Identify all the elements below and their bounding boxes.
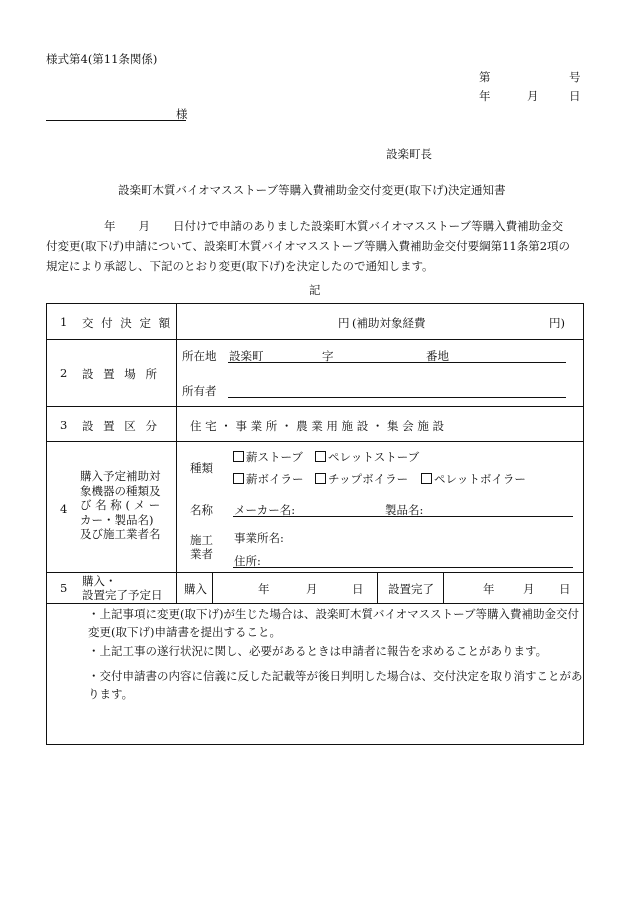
body-line-1: 年 月 日付けで申請のありました設楽町木質バイオマスストーブ等購入費補助金交 xyxy=(104,219,564,233)
location-label: 所在地 xyxy=(182,349,217,363)
contractor-label-line: 業者 xyxy=(190,547,213,561)
install-label: 設置完了 xyxy=(388,582,434,596)
row-divider xyxy=(46,572,584,573)
option-pellet-boiler[interactable] xyxy=(421,471,526,487)
row4-label-line: 及び施工業者名 xyxy=(80,527,161,541)
note-2: ・上記工事の遂行状況に関し、必要があるときは申請者に報告を求めることがあります。 xyxy=(88,644,548,658)
owner-field xyxy=(228,383,566,398)
location-banchi: 番地 xyxy=(426,349,449,363)
contractor-label xyxy=(190,533,213,561)
row5-label xyxy=(82,574,163,602)
row1-yen-close: 円) xyxy=(549,316,565,330)
option-label: ペレットボイラー xyxy=(434,472,526,486)
ki-heading: 記 xyxy=(309,283,321,297)
row4-label xyxy=(80,469,172,542)
option-pellet-stove[interactable] xyxy=(315,449,419,465)
form-number: 様式第4(第11条関係) xyxy=(46,52,158,66)
checkbox-icon[interactable] xyxy=(421,473,432,484)
date-day: 日 xyxy=(569,89,581,103)
row5-number: 5 xyxy=(60,581,68,595)
name-label: 名称 xyxy=(190,503,213,517)
address-label: 住所: xyxy=(234,554,261,568)
row4-label-line: 購入予定補助対 xyxy=(80,469,161,483)
option-label: チップボイラー xyxy=(328,472,409,486)
row4-label-line: び 名 称 ( メ ー xyxy=(80,498,161,512)
install-month: 月 xyxy=(523,582,535,596)
contractor-label-line: 施工 xyxy=(190,533,213,547)
option-chip-boiler[interactable] xyxy=(315,471,408,487)
option-label: 薪ストーブ xyxy=(246,450,303,464)
product-label: 製品名: xyxy=(385,503,424,517)
install-year: 年 xyxy=(483,582,495,596)
row-divider xyxy=(46,339,584,340)
row4-label-line: カー・製品名) xyxy=(80,512,154,527)
purchase-label: 購入 xyxy=(184,582,207,596)
body-line-2: 付変更(取下げ)申請について、設楽町木質バイオマスストーブ等購入費補助金交付要綱第11条第2項の xyxy=(46,239,571,253)
doc-number-go: 号 xyxy=(569,70,581,84)
purchase-month: 月 xyxy=(306,582,318,596)
row-divider xyxy=(46,603,584,604)
row1-subsidy-expense: (補助対象経費 xyxy=(352,316,426,330)
row-divider xyxy=(46,441,584,442)
checkbox-icon[interactable] xyxy=(315,473,326,484)
option-maki-stove[interactable] xyxy=(233,449,303,465)
row5-label-line: 設置完了予定日 xyxy=(82,588,163,602)
row2-number: 2 xyxy=(60,366,68,380)
location-aza: 字 xyxy=(322,349,334,363)
note-3: ・交付申請書の内容に信義に反した記載等が後日判明した場合は、交付決定を取り消すことがあります。 xyxy=(88,669,583,701)
row1-number: 1 xyxy=(60,315,68,329)
row4-label-line: 象機器の種類及 xyxy=(80,483,161,498)
checkbox-icon[interactable] xyxy=(315,451,326,462)
owner-label: 所有者 xyxy=(182,384,217,398)
row1-yen: 円 xyxy=(338,316,350,330)
row3-label: 設 置 区 分 xyxy=(82,419,160,433)
addressee-line xyxy=(46,106,186,121)
purchase-year: 年 xyxy=(258,582,270,596)
issuer: 設楽町長 xyxy=(386,147,432,161)
option-label: ペレットストーブ xyxy=(328,450,420,464)
purchase-day: 日 xyxy=(352,582,364,596)
location-town: 設楽町 xyxy=(229,349,264,363)
body-line-3: 規定により承認し、下記のとおり変更(取下げ)を決定したので通知します。 xyxy=(46,259,434,273)
date-year: 年 xyxy=(479,89,491,103)
cell-divider xyxy=(377,572,378,603)
date-month: 月 xyxy=(527,89,539,103)
addressee-sama: 様 xyxy=(176,107,188,121)
installation-category: 住 宅 ・ 事 業 所 ・ 農 業 用 施 設 ・ 集 会 施 設 xyxy=(190,419,444,433)
location-field xyxy=(228,348,566,363)
cell-divider xyxy=(443,572,444,603)
option-label: 薪ボイラー xyxy=(246,472,304,486)
row1-label: 交 付 決 定 額 xyxy=(82,316,173,330)
install-day: 日 xyxy=(559,582,571,596)
row5-label-line: 購入・ xyxy=(82,574,117,588)
row2-label: 設 置 場 所 xyxy=(82,367,160,381)
label-column-divider xyxy=(176,303,177,603)
maker-label: メーカー名: xyxy=(234,503,296,517)
note-1: ・上記事項に変更(取下げ)が生じた場合は、設楽町木質バイオマスストーブ等購入費補助金交付変更(取下げ)申請書を提出すること。 xyxy=(88,607,580,639)
doc-number-dai: 第 xyxy=(479,70,491,84)
option-maki-boiler[interactable] xyxy=(233,471,304,487)
row-divider xyxy=(46,406,584,407)
office-label: 事業所名: xyxy=(234,531,284,545)
row4-number: 4 xyxy=(60,502,68,516)
row3-number: 3 xyxy=(60,418,68,432)
cell-divider xyxy=(212,572,213,603)
checkbox-icon[interactable] xyxy=(233,473,244,484)
address-field xyxy=(233,553,573,568)
document-title: 設楽町木質バイオマスストーブ等購入費補助金交付変更(取下げ)決定通知書 xyxy=(118,183,506,197)
checkbox-icon[interactable] xyxy=(233,451,244,462)
type-label: 種類 xyxy=(190,461,213,475)
